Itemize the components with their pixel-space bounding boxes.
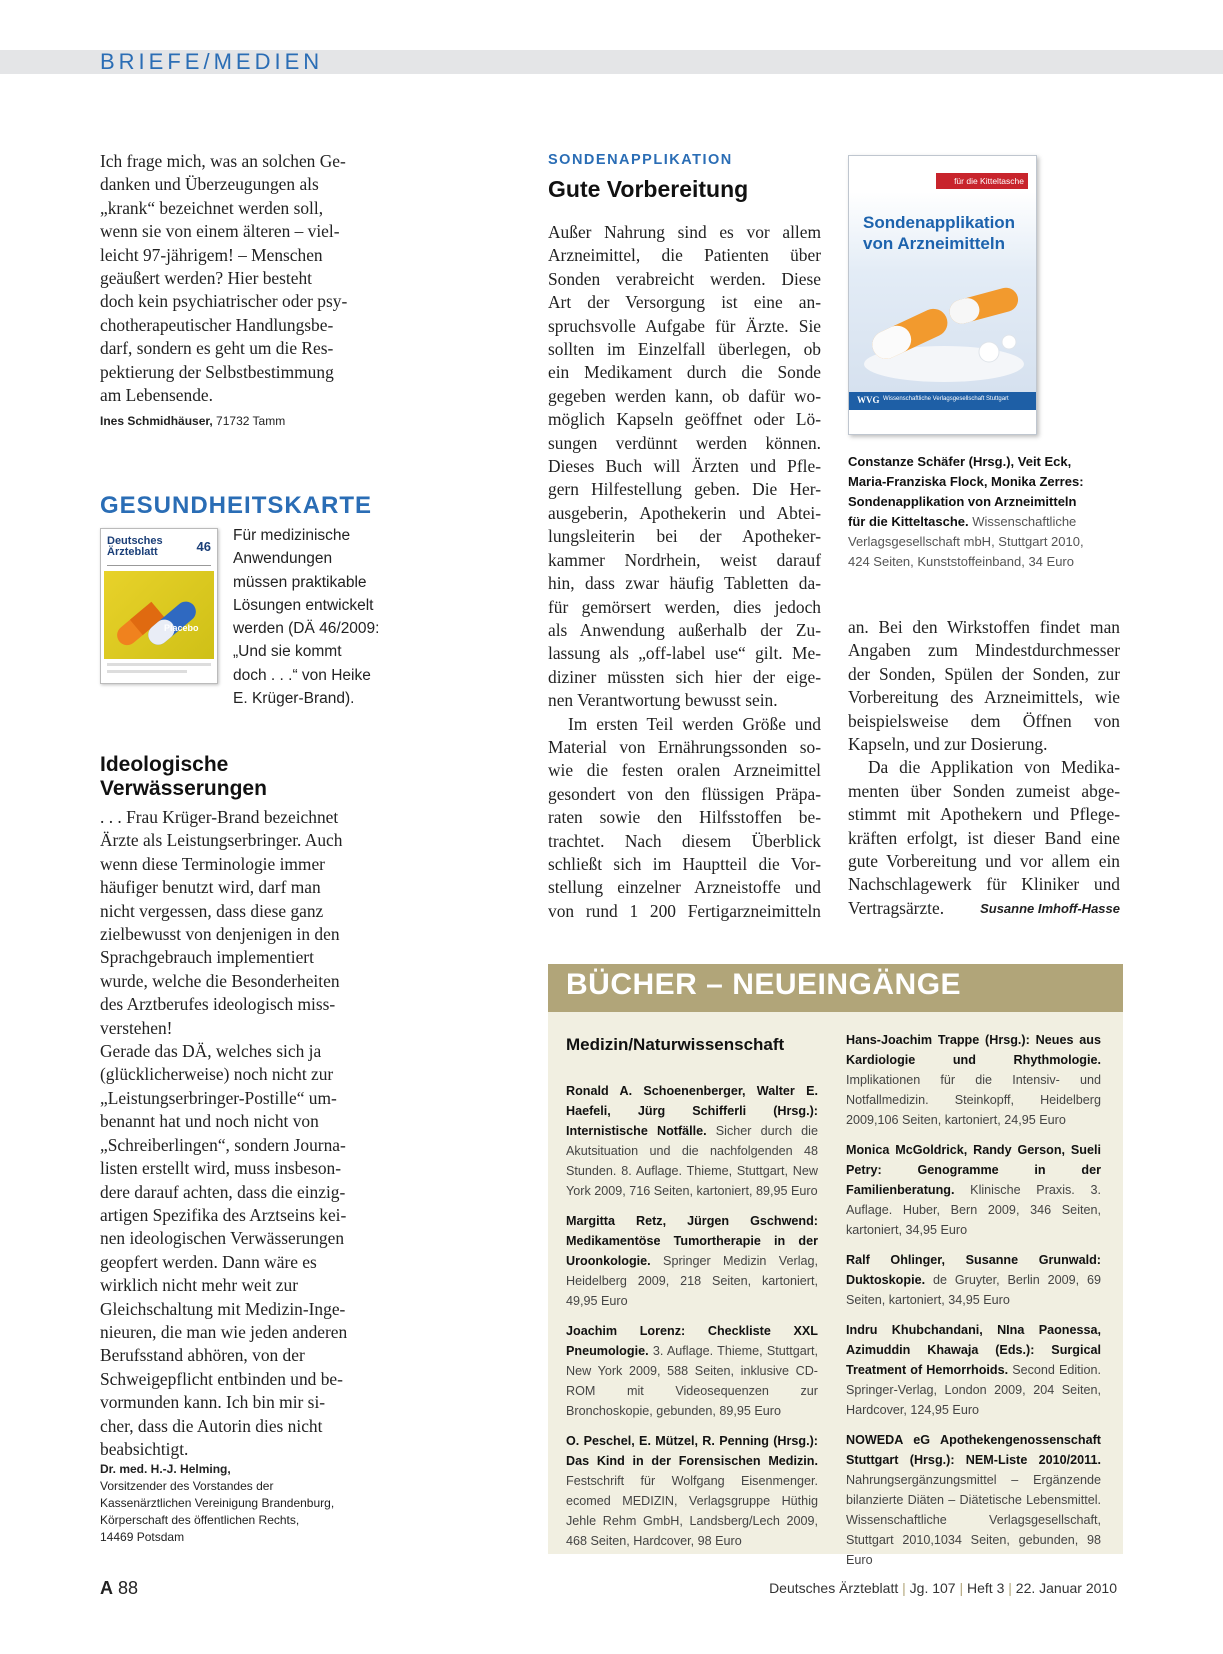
review-line: wie die festen oralen Arzneimittel [548,760,821,781]
book-entry-title: Indru Khubchandani, NIna Paonessa, Azimuddin Khawaja (Eds.): Surgical Treatment of Hemorrhoids. [846,1323,1101,1377]
section-label: BRIEFE/MEDIEN [100,49,324,74]
review-line: als Anwendung außerhalb der Zu- [548,619,821,640]
letter2-heading-line2: Verwässerungen [100,777,267,800]
review-last-line [848,897,1120,920]
cover-publisher-bar [849,392,1036,410]
letter2-line: des Arztberufes ideologisch miss- [100,994,336,1015]
letter1-line: doch kein psychiatrischer oder psy- [100,291,348,312]
book-entry-title: Ralf Ohlinger, Susanne Grunwald: Duktoskopie. [846,1253,1101,1287]
letter2-line: artigen Spezifika des Arztseins kei- [100,1204,347,1225]
review-line: der Sonden, Spülen der Sonden, zur [848,663,1120,684]
letter2-line: wenn diese Terminologie immer [100,853,325,874]
book-entry-details: Second Edition. Springer-Verlag, London 2009, 204 Seiten, Hardcover, 124,95 Euro [846,1363,1101,1417]
letter2-line: nieuren, die man wie jeden anderen [100,1321,348,1342]
books-right-column [846,1030,1101,1580]
letter2-line: zielbewusst von denjenigen in den [100,924,340,945]
caption-bold-line: Constanze Schäfer (Hrsg.), Veit Eck, [848,454,1072,469]
letter2-line: listen erstellt wird, muss insbeson- [100,1158,342,1179]
letter2-line: . . . Frau Krüger-Brand bezeichnet [100,807,339,827]
letter2-affiliation-line: 14469 Potsdam [100,1530,185,1544]
review-line: Kapseln, und zur Dosierung. [848,734,1048,755]
caption-publisher-start: Wissenschaftliche [968,514,1077,529]
review-line: gegeben werden kann, ob dafür wo- [548,385,821,406]
letter2-body [100,806,375,1461]
cover-rule [107,565,211,566]
letter2-line: Berufsstand abhören, von der [100,1345,305,1366]
publisher-logo: WVG [857,395,880,405]
letter2-affiliation-line: Kassenärztlichen Vereinigung Brandenburg, [100,1496,335,1510]
gesundheitskarte-heading: GESUNDHEITSKARTE [100,492,373,519]
gesundheitskarte-text [233,524,379,710]
cover-series-label: für die Kitteltasche [936,173,1028,189]
review-line: ein Medikament durch die Sonde [548,362,821,383]
letter2-line: beabsichtigt. [100,1438,189,1459]
books-left-column [566,1081,818,1561]
review-line: menten über Sonden zumeist abge- [848,780,1120,801]
cover-line-b [107,670,187,673]
letter2-line: verstehen! [100,1017,173,1038]
letter1-line: Ich frage mich, was an solchen Ge- [100,151,346,171]
letter1-line: geäußert werden? Hier besteht [100,268,312,289]
letter1-line: chotherapeutischer Handlungsbe- [100,314,334,335]
book-entry-title: NOWEDA eG Apothekengenossenschaft Stuttgart (Hrsg.): NEM-Liste 2010/2011. [846,1433,1101,1467]
review-line: Im ersten Teil werden Größe und [568,713,821,734]
book-entry-title: Hans-Joachim Trappe (Hrsg.): Neues aus Kardiologie und Rhythmologie. [846,1033,1101,1067]
letter2-line: geopfert werden. Dann wäre es [100,1251,317,1272]
review-line: stellung einzelner Arzneistoffe und [548,877,821,898]
gesundheitskarte-line: „Und sie kommt [233,643,342,661]
review-line: ausgeberin, Apothekerin und Abtei- [548,502,821,523]
review-line: trachtet. Nach diesem Überblick [548,830,821,851]
reviewer-name: Susanne Imhoff-Hasse [980,901,1120,916]
capsule-icon [104,571,214,659]
cover-line-a [107,663,211,666]
gesundheitskarte-line: Anwendungen [233,550,333,568]
gesundheitskarte-line: E. Krüger-Brand). [233,690,355,708]
letter1-line: leicht 97-jährigem! – Menschen [100,244,323,265]
review-kicker: SONDENAPPLIKATION [548,152,733,168]
book-entry [566,1081,818,1201]
letter2-line: Gleichschaltung mit Medizin-Inge- [100,1298,346,1319]
caption-rest-line: 424 Seiten, Kunststoffeinband, 34 Euro [848,554,1074,569]
cover-top-strip [849,156,1036,162]
letter2-line: „Leistungserbringer-Postille“ um- [100,1087,337,1108]
review-line: kräften erfolgt, ist dieser Band eine [848,827,1120,848]
aerzteblatt-cover-image [100,528,218,684]
books-category: Medizin/Naturwissenschaft [566,1035,785,1054]
review-line: Vorbereitung des Arzneimittels, wie [848,687,1120,708]
footer-sep3: | [1008,1580,1012,1596]
letter1-line: danken und Überzeugungen als [100,174,319,195]
cover-yellow-panel [104,571,214,659]
footer-date: 22. Januar 2010 [1015,1580,1117,1596]
books-box-title: BÜCHER – NEUEINGÄNGE [566,968,962,1001]
gesundheitskarte-line: werden (DÄ 46/2009: [233,620,380,638]
letter2-line: dere darauf achten, dass die einzig- [100,1181,346,1202]
letter1-author: Ines Schmidhäuser, [100,414,213,428]
caption-rest-line: Verlagsgesellschaft mbH, Stuttgart 2010, [848,534,1084,549]
letter2-line: Sprachgebrauch implementiert [100,947,314,968]
footer-journal: Deutsches Ärzteblatt [769,1580,899,1596]
letter1-line: pektierung der Selbstbestimmung [100,361,334,382]
page-prefix: A [100,1578,113,1598]
book-entry-title: Margitta Retz, Jürgen Gschwend: Medikamentöse Tumortherapie in der Uroonkologie. [566,1214,818,1268]
publisher-name: Wissenschaftliche Verlagsgesellschaft Stuttgart [883,396,1009,402]
letter2-line: wirklich nicht mehr weit zur [100,1275,298,1296]
book-entry [846,1430,1101,1570]
letter2-line: cher, dass die Autorin dies nicht [100,1415,323,1436]
cover-title-line1: Sondenapplikation [863,213,1016,232]
caption-bold-line: Sondenapplikation von Arzneimitteln [848,494,1077,509]
gesundheitskarte-line: Lösungen entwickelt [233,596,374,614]
review-line: gute Vorbereitung und vor allem ein [848,851,1120,872]
review-line: raten sowie den Hilfsstoffen be- [548,807,821,828]
review-line: schließt sich im Hauptteil die Vor- [548,853,821,874]
footer-citation [769,1580,1117,1596]
book-entry [566,1431,818,1551]
footer-sep2: | [959,1580,964,1596]
review-line: sollten im Einzelfall überlegen, ob [548,339,821,360]
footer-volume: Jg. 107 [909,1580,956,1596]
book-caption [848,452,1118,572]
caption-bibliographic-bold [848,452,1118,512]
book-entry-title: Monica McGoldrick, Randy Gerson, Sueli Petry: Genogramme in der Familienberatung. [846,1143,1101,1197]
review-line: Arzneimittel, die Patienten über [548,245,821,266]
book-entry-details: Sicher durch die Akutsituation und die nachfolgenden 48 Stunden. 8. Auflage. Thieme, Stuttgart, New York 2009, 716 Seiten, kartoniert, 89,95 Euro [566,1124,818,1198]
letter1-place: 71732 Tamm [212,414,286,428]
review-line: diziner müssten sich hier der eige- [548,666,821,687]
cover-brand-line1: Deutsches [107,535,163,547]
review-line: Außer Nahrung sind es vor allem [548,222,821,242]
letter2-line: „Schreiberlingen“, sondern Journa- [100,1134,346,1155]
letter2-line: nicht vergessen, dass diese ganz [100,900,324,921]
cover-brand [107,536,163,558]
book-entry-details: Implikationen für die Intensiv- und Notfallmedizin. Steinkopff, Heidelberg 2009,106 Seiten, kartoniert, 24,95 Euro [846,1073,1101,1127]
book-entry-details: Springer Medizin Verlag, Heidelberg 2009, 218 Seiten, kartoniert, 49,95 Euro [566,1254,818,1308]
letter2-line: Ärzte als Leistungserbringer. Auch [100,830,343,851]
review-line: Da die Applikation von Medika- [868,757,1120,778]
footer-sep1: | [902,1580,906,1596]
letter2-heading-line1: Ideologische [100,753,229,776]
letter1-line: am Lebensende. [100,385,213,406]
letter2-line: (glücklicherweise) noch nicht zur [100,1064,334,1085]
cover-title-line2: von Arzneimitteln [863,234,1005,253]
review-line: sungen verdünnt werden können. [548,432,821,453]
letter2-line: vormunden kann. Ich bin mir si- [100,1392,326,1413]
book-entry-details: de Gruyter, Berlin 2009, 69 Seiten, kartoniert, 34,95 Euro [846,1273,1101,1307]
letter2-author-affiliation [100,1478,334,1546]
review-line: hin, dass zwar häufig Tabletten da- [548,573,821,594]
letter2-line: häufiger benutzt wird, darf man [100,877,321,898]
letter2-author: Dr. med. H.-J. Helming, [100,1462,231,1476]
book-entry-details: 3. Auflage. Thieme, Stuttgart, New York 2009, 588 Seiten, inklusive CD-ROM mit Videosequenzen zur Bronchoskopie, gebunden, 89,95 Euro [566,1344,818,1418]
footer-issue: Heft 3 [967,1580,1005,1596]
review-column2 [848,616,1120,897]
letter1-signature [100,413,285,430]
letter2-signature [100,1461,334,1546]
book-entry [846,1140,1101,1240]
review-line: nen Verantwortung bewusst sein. [548,690,778,711]
letter1-line: darf, sondern es geht um die Res- [100,338,334,359]
cover-issue-number: 46 [196,539,211,554]
review-line: gesondert von den flüssigen Präpa- [548,783,821,804]
letter1-line: wenn sie von einem älteren – viel- [100,221,340,242]
page-number-value: 88 [118,1578,139,1598]
review-line: möglich Kapseln geöffnet oder Lö- [548,409,821,430]
cover-brand-line2: Ärzteblatt [107,546,158,558]
caption-series-bold: für die Kitteltasche. [848,514,969,529]
review-column1 [548,221,821,923]
book-cover-image [848,155,1037,435]
review-line: gern Hilfestellung geben. Die Her- [548,479,821,500]
letter2-line: Schweigepflicht entbinden und be- [100,1368,343,1389]
pills-icon [849,192,1036,392]
book-entry [566,1321,818,1421]
review-line: lungsleiterin bei der Apotheker- [548,526,821,547]
letter2-line: wurde, welche die Besonderheiten [100,970,340,991]
review-line: von rund 1 200 Fertigarzneimitteln [548,900,821,921]
book-entry [846,1250,1101,1310]
review-line: Material von Ernährungssonden so- [548,736,821,757]
book-entry-title: O. Peschel, E. Mützel, R. Penning (Hrsg.): Das Kind in der Forensischen Medizin. [566,1434,818,1468]
review-line: Sonden verabreicht werden. Diese [548,268,821,289]
review-line: stimmt mit Apothekern und Pflege- [848,804,1120,825]
review-line: lassung als „off-label use“ gilt. Me- [548,643,821,664]
book-entry [566,1211,818,1311]
letter1-line: „krank“ bezeichnet werden soll, [100,197,324,218]
letter2-line: nen ideologischen Verwässerungen [100,1228,345,1249]
review-line: Dieses Buch will Ärzten und Pfle- [548,456,821,477]
book-entry-details: Nahrungsergänzungsmittel – Ergänzende bilanzierte Diäten – Diätetische Lebensmittel. Wissenschaftliche Verlagsgesellschaft, Stuttgart 2010,1034 Seiten, gebunden, 98 Euro [846,1473,1101,1567]
gesundheitskarte-line: Für medizinische [233,527,351,544]
page-number [100,1578,138,1599]
review-title: Gute Vorbereitung [548,176,749,202]
review-line: beispielsweise dem Öffnen von [848,710,1120,731]
review-line: kammer Nordrhein, weist darauf [548,549,821,570]
review-line: Art der Versorgung ist eine an- [548,292,821,313]
book-entry-details: Festschrift für Wolfgang Eisenmenger. ecomed MEDIZIN, Verlagsgruppe Hüthig Jehle Rehm GmbH, Landsberg/Lech 2009, 468 Seiten, Hardcover, 98 Euro [566,1474,818,1548]
caption-publisher-rest [848,532,1118,572]
letter2-line: benannt hat und noch nicht von [100,1111,319,1132]
caption-bold-line: Maria-Franziska Flock, Monika Zerres: [848,474,1084,489]
book-entry-title: Ronald A. Schoenenberger, Walter E. Haefeli, Jürg Schifferli (Hrsg.): Internistische Notfälle. [566,1084,818,1138]
review-last-word: Vertragsärzte. [848,898,945,918]
book-entry [846,1320,1101,1420]
book-entry [846,1030,1101,1130]
review-line: für gemörsert werden, dies jedoch [548,596,821,617]
letter2-line: Gerade das DÄ, welches sich ja [100,1041,322,1062]
book-entry-details: Klinische Praxis. 3. Auflage. Huber, Bern 2009, 346 Seiten, kartoniert, 34,95 Euro [846,1183,1101,1237]
cover-headline: Placebo [164,623,199,633]
book-entry-title: Joachim Lorenz: Checkliste XXL Pneumologie. [566,1324,818,1358]
review-line: an. Bei den Wirkstoffen findet man [848,617,1120,637]
review-line: Angaben zum Mindestdurchmesser [848,640,1120,661]
letter1-body [100,150,375,407]
letter2-affiliation-line: Körperschaft des öffentlichen Rechts, [100,1513,300,1527]
review-line: spruchsvolle Aufgabe für Ärzte. Sie [548,315,821,336]
cover-image-area [849,192,1036,392]
gesundheitskarte-line: müssen praktikable [233,573,367,591]
letter2-affiliation-line: Vorsitzender des Vorstandes der [100,1479,274,1493]
review-line: Nachschlagewerk für Kliniker und [848,874,1120,895]
letter2-heading [100,753,267,801]
gesundheitskarte-line: doch . . .“ von Heike [233,666,371,684]
